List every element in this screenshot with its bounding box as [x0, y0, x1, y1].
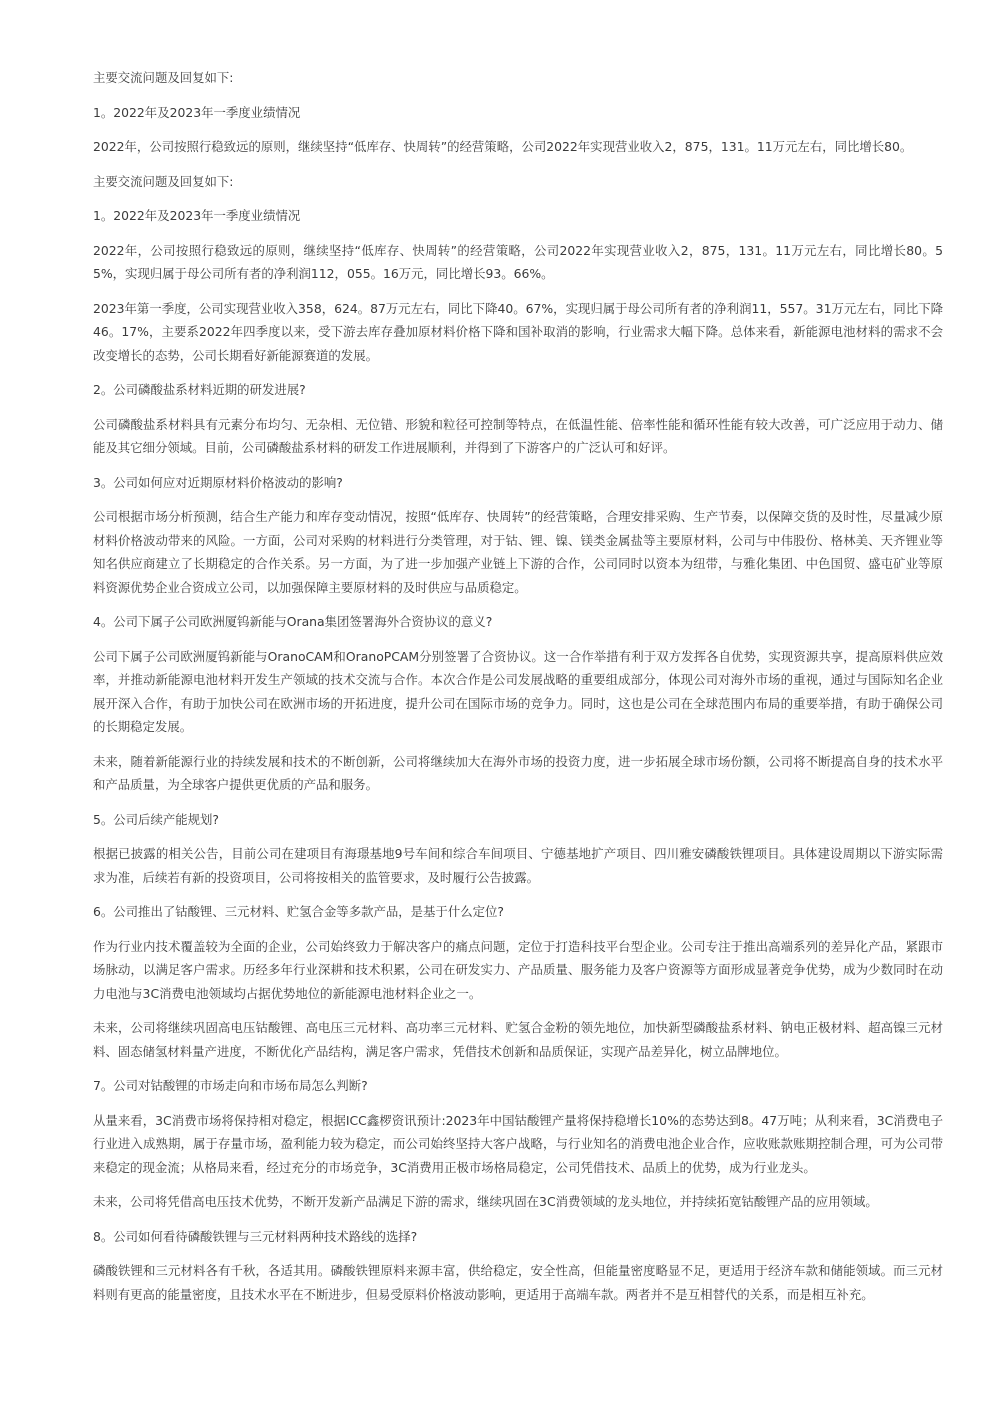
answer-paragraph: 未来，随着新能源行业的持续发展和技术的不断创新，公司将继续加大在海外市场的投资力度，进一步拓展全球市场份额，公司将不断提高自身的技术水平和产品质量，为全球客户提供更优质的产品和服务。: [93, 753, 943, 792]
answer-paragraph: 磷酸铁锂和三元材料各有千秋，各适其用。磷酸铁锂原料来源丰富，供给稳定，安全性高，但能量密度略显不足，更适用于经济车款和储能领域。而三元材料则有更高的能量密度，且技术水平在不断进步，但易受原料价格波动影响，更适用于高端车款。两者并不是互相替代的关系，而是相互补充。: [93, 1263, 943, 1302]
question-heading-1: 1。2022年及2023年一季度业绩情况: [93, 104, 301, 120]
document-body: [93, 66, 943, 1317]
question-heading-8: 8。公司如何看待磷酸铁锂与三元材料两种技术路线的选择?: [93, 1228, 418, 1244]
question-heading-3: 3。公司如何应对近期原材料价格波动的影响?: [93, 474, 343, 490]
answer-paragraph: 未来，公司将继续巩固高电压钴酸锂、高电压三元材料、高功率三元材料、贮氢合金粉的领先地位，加快新型磷酸盐系材料、钠电正极材料、超高镍三元材料、固态储氢材料量产进度，不断优化产品结构，满足客户需求，凭借技术创新和品质保证，实现产品差异化，树立品牌地位。: [93, 1020, 943, 1059]
answer-paragraph: 公司磷酸盐系材料具有元素分布均匀、无杂相、无位错、形貌和粒径可控制等特点，在低温性能、倍率性能和循环性能有较大改善，可广泛应用于动力、储能及其它细分领域。目前，公司磷酸盐系材料的研发工作进展顺利，并得到了下游客户的广泛认可和好评。: [93, 416, 943, 455]
answer-paragraph: 根据已披露的相关公告，目前公司在建项目有海璟基地9号车间和综合车间项目、宁德基地扩产项目、四川雅安磷酸铁锂项目。具体建设周期以下游实际需求为准，后续若有新的投资项目，公司将按相关的监管要求，及时履行公告披露。: [93, 846, 943, 885]
answer-paragraph: 从量来看，3C消费市场将保持相对稳定，根据ICC鑫椤资讯预计:2023年中国钴酸锂产量将保持稳增长10%的态势达到8。47万吨；从利来看，3C消费电子行业进入成熟期，属于存量市场，盈利能力较为稳定，而公司始终坚持大客户战略，与行业知名的消费电池企业合作，应收账款账期控制合理，可为公司带来稳定的现金流；从格局来看，经过充分的市场竞争，3C消费用正极市场格局稳定，公司凭借技术、品质上的优势，成为行业龙头。: [93, 1112, 943, 1175]
question-heading-1: 1。2022年及2023年一季度业绩情况: [93, 208, 301, 223]
question-heading-7: 7。公司对钴酸锂的市场走向和市场布局怎么判断?: [93, 1078, 368, 1093]
answer-paragraph: 2022年，公司按照行稳致远的原则，继续坚持“低库存、快周转”的经营策略，公司2022年实现营业收入2，875，131。11万元左右，同比增长80。: [93, 139, 913, 154]
question-heading-5: 5。公司后续产能规划?: [93, 811, 219, 827]
intro-heading: 主要交流问题及回复如下:: [93, 70, 234, 85]
question-heading-6: 6。公司推出了钴酸锂、三元材料、贮氢合金等多款产品，是基于什么定位?: [93, 904, 504, 919]
answer-paragraph: 公司根据市场分析预测，结合生产能力和库存变动情况，按照“低库存、快周转”的经营策略，合理安排采购、生产节奏，以保障交货的及时性，尽量减少原材料价格波动带来的风险。一方面，公司对采购的材料进行分类管理，对于钴、锂、镍、镁类金属盐等主要原材料，公司与中伟股份、格林美、天齐锂业等知名供应商建立了长期稳定的合作关系。另一方面，为了进一步加强产业链上下游的合作，公司同时以资本为纽带，与雅化集团、中色国贸、盛屯矿业等原料资源优势企业合资成立公司，以加强保障主要原材料的及时供应与品质稳定。: [93, 509, 943, 595]
question-heading-2: 2。公司磷酸盐系材料近期的研发进展?: [93, 382, 306, 397]
answer-paragraph: 作为行业内技术覆盖较为全面的企业，公司始终致力于解决客户的痛点问题，定位于打造科技平台型企业。公司专注于推出高端系列的差异化产品，紧跟市场脉动，以满足客户需求。历经多年行业深耕和技术积累，公司在研发实力、产品质量、服务能力及客户资源等方面形成显著竞争优势，成为少数同时在动力电池与3C消费电池领域均占据优势地位的新能源电池材料企业之一。: [93, 938, 943, 1001]
answer-paragraph: 未来，公司将凭借高电压技术优势，不断开发新产品满足下游的需求，继续巩固在3C消费领域的龙头地位，并持续拓宽钴酸锂产品的应用领域。: [93, 1194, 878, 1209]
answer-paragraph: 2022年，公司按照行稳致远的原则，继续坚持“低库存、快周转”的经营策略，公司2022年实现营业收入2，875，131。11万元左右，同比增长80。55%，实现归属于母公司所有者的净利润112，055。16万元，同比增长93。66%。: [93, 242, 943, 281]
answer-paragraph: 2023年第一季度，公司实现营业收入358，624。87万元左右，同比下降40。67%，实现归属于母公司所有者的净利润11，557。31万元左右，同比下降46。17%，主要系2022年四季度以来，受下游去库存叠加原材料价格下降和国补取消的影响，行业需求大幅下降。总体来看，新能源电池材料的需求不会改变增长的态势，公司长期看好新能源赛道的发展。: [93, 300, 943, 363]
question-heading-4: 4。公司下属子公司欧洲厦钨新能与Orana集团签署海外合资协议的意义?: [93, 614, 493, 629]
answer-paragraph: 公司下属子公司欧洲厦钨新能与OranoCAM和OranoPCAM分别签署了合资协议。这一合作举措有利于双方发挥各自优势，实现资源共享，提高原料供应效率，并推动新能源电池材料开发生产领域的技术交流与合作。本次合作是公司发展战略的重要组成部分，体现公司对海外市场的重视，通过与国际知名企业展开深入合作，有助于加快公司在欧洲市场的开拓进度，提升公司在国际市场的竞争力。同时，这也是公司在全球范围内布局的重要举措，有助于确保公司的长期稳定发展。: [93, 648, 943, 734]
intro-heading: 主要交流问题及回复如下:: [93, 173, 234, 189]
